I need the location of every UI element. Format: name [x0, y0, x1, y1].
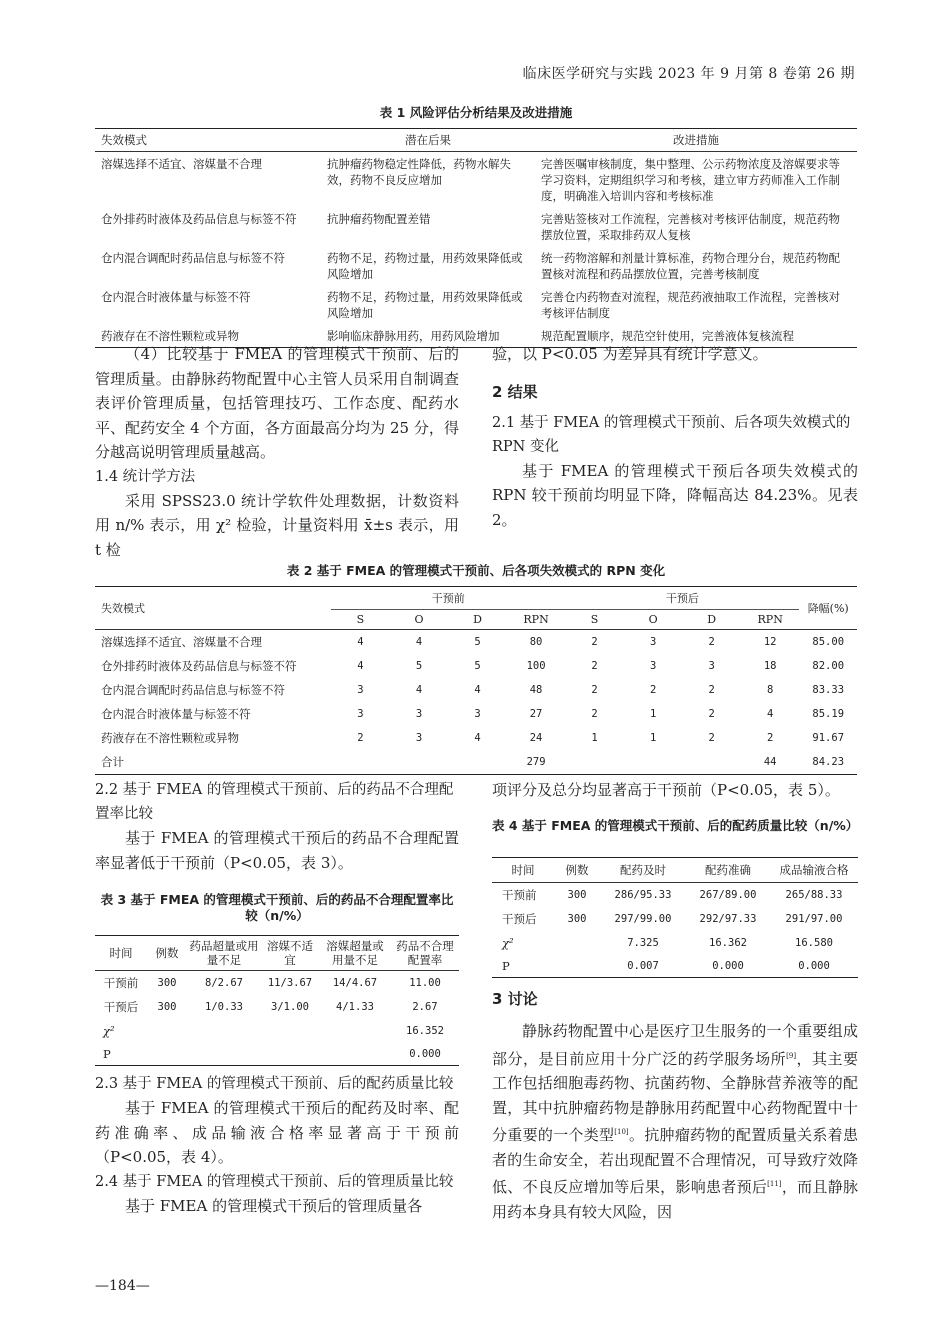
table-cell: 297/99.00 [614, 913, 672, 925]
table-cell: 2 [767, 732, 774, 744]
table-cell: 4/1.33 [336, 1001, 374, 1013]
table4-header: 时间 [492, 858, 554, 883]
table-row [95, 285, 857, 324]
section-heading-2-3: 2.3 基于 FMEA 的管理模式干预前、后的配药质量比较 [95, 1076, 454, 1092]
table-cell: 85.00 [812, 636, 845, 648]
table3-header: 时间 [95, 936, 147, 971]
table-cell: 24 [529, 732, 543, 744]
table-cell: 292/97.33 [699, 913, 757, 925]
table-cell: 11.00 [409, 977, 441, 989]
table-cell: 265/88.33 [785, 889, 843, 901]
table2-caption: 表 2 基于 FMEA 的管理模式干预前、后各项失效模式的 RPN 变化 [286, 563, 666, 578]
paragraph-stats-continued: 验，以 P<0.05 为差异具有统计学意义。 [492, 345, 768, 363]
table-cell: 2 [357, 732, 364, 744]
table-cell: 2 [708, 684, 715, 696]
table-cell: 溶媒选择不适宜、溶媒量不合理 [101, 635, 262, 649]
table2-subheader: D [682, 610, 741, 630]
table3-caption: 表 3 基于 FMEA 的管理模式干预前、后的药品不合理配置率比较（n/%） [100, 892, 454, 923]
table3-header: 溶媒不适宜 [261, 936, 319, 971]
paragraph-2-2: 基于 FMEA 的管理模式干预后的药品不合理配置率显著低于干预前（P<0.05，表 3）。 [95, 829, 459, 872]
table-cell: 抗肿瘤药物稳定性降低，药物水解失效，药物不良反应增加 [327, 157, 511, 187]
table3-header: 溶媒超量或用量不足 [319, 936, 391, 971]
table2-subheader: O [624, 610, 683, 630]
table-cell: 3 [649, 636, 657, 648]
discussion-text: 静脉药物配置中心是医疗卫生服务的一个重要组成部分，是目前应用十分广泛的药学服务场所 [492, 1022, 858, 1068]
table1-header: 失效模式 [95, 129, 321, 152]
table-cell: 2 [649, 684, 657, 696]
table-cell: 仓内混合时液体量与标签不符 [101, 290, 251, 304]
table-cell: χ² [502, 935, 514, 950]
table-row [95, 152, 857, 208]
table3-header: 药品不合理配置率 [391, 936, 459, 971]
citation-ref: [11] [767, 1180, 782, 1188]
table1-header: 改进措施 [535, 129, 857, 152]
table-cell: 3 [649, 660, 657, 672]
table-cell: 0.000 [409, 1047, 441, 1060]
table-cell: 18 [763, 660, 777, 672]
table-row [492, 954, 858, 978]
table4-caption: 表 4 基于 FMEA 的管理模式干预前、后的配药质量比较（n/%） [492, 818, 859, 833]
table-cell: 1 [649, 708, 657, 720]
table-row [95, 971, 459, 996]
table1-caption: 表 1 风险评估分析结果及改进措施 [379, 105, 573, 120]
table-row [95, 630, 857, 655]
table-cell: 3 [415, 732, 423, 744]
table-cell: 16.352 [406, 1024, 444, 1037]
section-heading-discussion: 3 讨论 [492, 990, 538, 1008]
paragraph-quality: （4）比较基于 FMEA 的管理模式干预前、后的管理质量。由静脉药物配置中心主管人员采用自制调查表评价管理质量，包括管理技巧、工作态度、配药水平、配药安全 4 个方面，各方面最高分均为 25 分，得分越高说明管理质量越高。 [95, 345, 459, 461]
table2-group-before: 干预前 [331, 587, 565, 610]
table-cell: 2 [591, 660, 598, 672]
table-cell: 84.23 [812, 756, 845, 768]
table4 [492, 857, 858, 978]
table2-subheader: RPN [507, 610, 566, 630]
table3 [95, 935, 459, 1066]
table-row [95, 678, 857, 702]
running-head: 临床医学研究与实践 2023 年 9 月第 8 卷第 26 期 [522, 66, 855, 82]
table-cell: 2 [708, 708, 715, 720]
table-cell: 4 [357, 636, 364, 648]
table-cell: 100 [526, 660, 546, 672]
table-cell: 2 [708, 636, 715, 648]
table-row-total [95, 750, 857, 775]
table4-header: 成品输液合格 [770, 858, 858, 883]
table2-header-drop: 降幅(%) [799, 587, 857, 630]
table-cell: 12 [763, 636, 777, 648]
table-cell: 完善贴签核对工作流程，完善核对考核评估制度，规范药物摆放位置，采取排药双人复核 [541, 212, 840, 242]
paragraph-2-4-continued: 项评分及总分均显著高于干预前（P<0.05，表 5）。 [492, 781, 840, 799]
section-heading-2-4: 2.4 基于 FMEA 的管理模式干预前、后的管理质量比较 [95, 1173, 454, 1190]
table-row [95, 207, 857, 246]
table-cell: 1 [649, 732, 657, 744]
citation-ref: [9] [786, 1051, 797, 1060]
table-cell: 仓内混合调配时药品信息与标签不符 [101, 683, 285, 697]
table2 [95, 586, 857, 775]
table2-subheader: S [565, 610, 624, 630]
table-row [95, 702, 857, 726]
table-cell: 2.67 [412, 1001, 438, 1013]
table-cell: 4 [767, 708, 774, 720]
table-cell [554, 954, 600, 978]
section-heading-2-2: 2.2 基于 FMEA 的管理模式干预前、后的药品不合理配置率比较 [95, 782, 454, 822]
section-heading-2-1: 2.1 基于 FMEA 的管理模式干预前、后各项失效模式的 RPN 变化 [492, 414, 851, 455]
table-cell: 完善仓内药物查对流程，规范药液抽取工作流程，完善核对考核评估制度 [541, 290, 840, 320]
table-cell: 0.000 [798, 959, 830, 972]
table-cell: 7.325 [627, 936, 659, 949]
table-cell: 仓内混合时液体量与标签不符 [101, 707, 251, 721]
table-cell: 4 [357, 660, 364, 672]
table-cell: 3 [357, 684, 364, 696]
table-cell: 286/95.33 [614, 889, 672, 901]
table-cell [554, 931, 600, 954]
table-cell: 3 [415, 708, 423, 720]
table-cell: 5 [474, 660, 481, 672]
table-row [95, 246, 857, 285]
table4-header: 配药及时 [600, 858, 686, 883]
table-cell: 83.33 [812, 684, 845, 696]
table-cell: 药液存在不溶性颗粒或异物 [101, 329, 239, 343]
table-cell: 合计 [101, 755, 124, 769]
table-cell: 3 [708, 660, 715, 672]
table-cell: 溶媒选择不适宜、溶媒量不合理 [101, 157, 262, 171]
section-heading-1-4: 1.4 统计学方法 [95, 468, 196, 485]
table-cell: 3/1.00 [271, 1001, 309, 1013]
table-cell: 干预后 [502, 912, 537, 926]
table-cell: 4 [415, 636, 423, 648]
table-row [95, 1019, 459, 1042]
table-cell: P [502, 958, 510, 973]
table-cell: 27 [529, 708, 543, 720]
table-cell: 8/2.67 [205, 977, 243, 989]
table-cell: 统一药物溶解和剂量计算标准，药物合理分台，规范药物配置核对流程和药品摆放位置，完善考核制度 [541, 251, 840, 281]
table-cell: 干预后 [103, 1000, 139, 1014]
paragraph-stats: 采用 SPSS23.0 统计学软件处理数据，计数资料用 n/% 表示，用 χ² 检验，计量资料用 x̄±s 表示，用 t 检 [95, 491, 459, 559]
table3-header: 药品超量或用量不足 [187, 936, 261, 971]
table-cell: 300 [567, 913, 587, 925]
paragraph-2-1: 基于 FMEA 的管理模式干预后各项失效模式的 RPN 较干预前均明显下降，降幅高达 84.23%。见表 2。 [492, 461, 858, 529]
table-cell: 规范配置顺序，规范空针使用，完善液体复核流程 [541, 329, 794, 343]
table-row [492, 883, 858, 908]
table-cell: 4 [415, 684, 423, 696]
discussion-text: 。抗肿瘤药物的配置质量关系着患者的生命安全，若出现配置不合理情况，可导致疗效降低、不良反应增加等后果，影响患者预后 [492, 1126, 858, 1196]
table-cell: 14/4.67 [332, 977, 378, 989]
table-cell: 5 [415, 660, 423, 672]
citation-ref: [10] [614, 1128, 629, 1136]
table-row [95, 995, 459, 1019]
table-cell: 药物不足，药物过量，用药效果降低或风险增加 [327, 290, 523, 320]
table-cell: 16.362 [709, 936, 747, 949]
table-cell: 0.000 [712, 959, 744, 972]
discussion-text: ，而且静脉用药本身具有较大风险，因 [492, 1178, 858, 1221]
table-cell: 16.580 [795, 936, 833, 949]
table-cell: χ² [103, 1023, 115, 1038]
page-number: —184— [95, 1278, 150, 1294]
table-cell: 11/3.67 [267, 977, 313, 989]
table-cell: 1/0.33 [205, 1001, 243, 1013]
table-cell: 3 [357, 708, 364, 720]
table-cell: 300 [567, 889, 587, 901]
table-cell: 8 [767, 684, 774, 696]
table-cell: 4 [474, 732, 481, 744]
table-cell: 仓外排药时液体及药品信息与标签不符 [101, 212, 297, 226]
table-row [492, 931, 858, 954]
table1-header: 潜在后果 [321, 129, 535, 152]
table-cell: 2 [591, 708, 598, 720]
table-cell: 影响临床静脉用药，用药风险增加 [327, 329, 500, 343]
table-cell: 仓内混合调配时药品信息与标签不符 [101, 251, 285, 265]
table-cell: 91.67 [812, 732, 845, 744]
paragraph-2-3: 基于 FMEA 的管理模式干预后的配药及时率、配药准确率、成品输液合格率显著高于干预前（P<0.05，表 4）。 [95, 1099, 459, 1166]
table-cell: 3 [474, 708, 481, 720]
table3-header: 例数 [147, 936, 187, 971]
table-cell: 300 [157, 977, 177, 989]
table-row [95, 654, 857, 678]
table2-subheader: D [448, 610, 507, 630]
table-cell: 药液存在不溶性颗粒或异物 [101, 731, 239, 745]
table-cell: 4 [474, 684, 481, 696]
table-row [95, 1042, 459, 1066]
table2-subheader: O [390, 610, 449, 630]
table-cell: 2 [591, 636, 598, 648]
table1 [95, 128, 857, 348]
table-cell: 44 [763, 756, 777, 768]
table2-header-mode: 失效模式 [95, 587, 331, 630]
table-cell: 82.00 [812, 660, 845, 672]
table-cell: 5 [474, 636, 481, 648]
table-cell: P [103, 1046, 111, 1061]
table-cell: 完善医嘱审核制度，集中整理、公示药物浓度及溶媒要求等学习资料，定期组织学习和考核，建立审方药师准入工作制度，明确准入培训内容和考核标准 [541, 157, 840, 203]
table-cell: 0.007 [627, 959, 659, 972]
paragraph-2-4: 基于 FMEA 的管理模式干预后的管理质量各 [125, 1196, 423, 1215]
table-cell: 2 [591, 684, 598, 696]
table-cell: 药物不足，药物过量，用药效果降低或风险增加 [327, 251, 523, 281]
table-cell: 80 [529, 636, 543, 648]
table-cell: 2 [708, 732, 715, 744]
table-cell: 279 [526, 756, 546, 768]
table-cell: 干预前 [103, 976, 139, 990]
table-cell: 干预前 [502, 888, 537, 902]
table-row [492, 907, 858, 931]
table2-subheader: S [331, 610, 390, 630]
section-heading-results: 2 结果 [492, 382, 538, 401]
table-cell: 48 [529, 684, 543, 696]
table-cell: 1 [591, 732, 598, 744]
table-cell: 300 [157, 1001, 177, 1013]
table-cell: 仓外排药时液体及药品信息与标签不符 [101, 659, 297, 673]
table2-group-after: 干预后 [565, 587, 799, 610]
table-cell: 抗肿瘤药物配置差错 [327, 212, 431, 226]
table-cell: 85.19 [812, 708, 845, 720]
table-row [95, 726, 857, 750]
discussion-text: ，其主要工作包括细胞毒药物、抗菌药物、全静脉营养液等的配置，其中抗肿瘤药物是静脉用药配置中心药物配置中十分重要的一个类型 [492, 1049, 858, 1144]
table-cell: 291/97.00 [785, 913, 843, 925]
table2-subheader: RPN [741, 610, 800, 630]
paragraph-discussion [492, 1019, 858, 1224]
table-cell: 267/89.00 [699, 889, 757, 901]
table4-header: 例数 [554, 858, 600, 883]
table4-header: 配药准确 [686, 858, 770, 883]
